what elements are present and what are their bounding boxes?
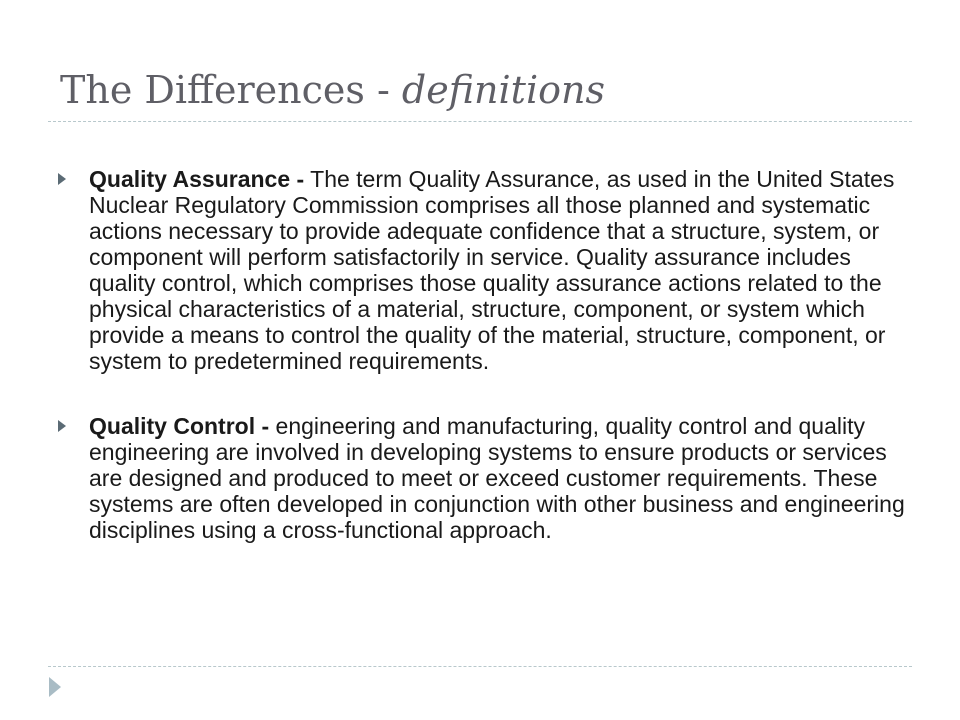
slide-title (60, 66, 605, 114)
slide-title-emphasis: definitions (401, 68, 605, 112)
title-divider (48, 121, 912, 122)
triangle-bullet-icon (58, 420, 66, 432)
bullet-quality-assurance (58, 166, 908, 374)
triangle-marker-icon (49, 677, 61, 697)
bullet-text: The term Quality Assurance, as used in the United States Nuclear Regulatory Commission comprises all those planned and systematic actions necessary to provide adequate confidence that a structure, system, or component will perform satisfactorily in service. Quality assurance includes quality control, which comprises those quality assurance actions related to the physical characteristics of a material, structure, component, or system which provide a means to control the quality of the material, structure, component, or system to predetermined requirements. (89, 166, 895, 374)
bullet-list (58, 166, 908, 543)
triangle-bullet-icon (58, 173, 66, 185)
bullet-term: Quality Control - (89, 413, 270, 439)
bullet-text: engineering and manufacturing, quality control and quality engineering are involved in developing systems to ensure products or services are designed and produced to meet or exceed customer requirements. These systems are often developed in conjunction with other business and engineering disciplines using a cross-functional approach. (89, 413, 905, 543)
bullet-term: Quality Assurance - (89, 166, 305, 192)
footer-divider (48, 666, 912, 667)
bullet-quality-control (58, 413, 908, 543)
slide-title-main: The Differences - (60, 68, 402, 112)
